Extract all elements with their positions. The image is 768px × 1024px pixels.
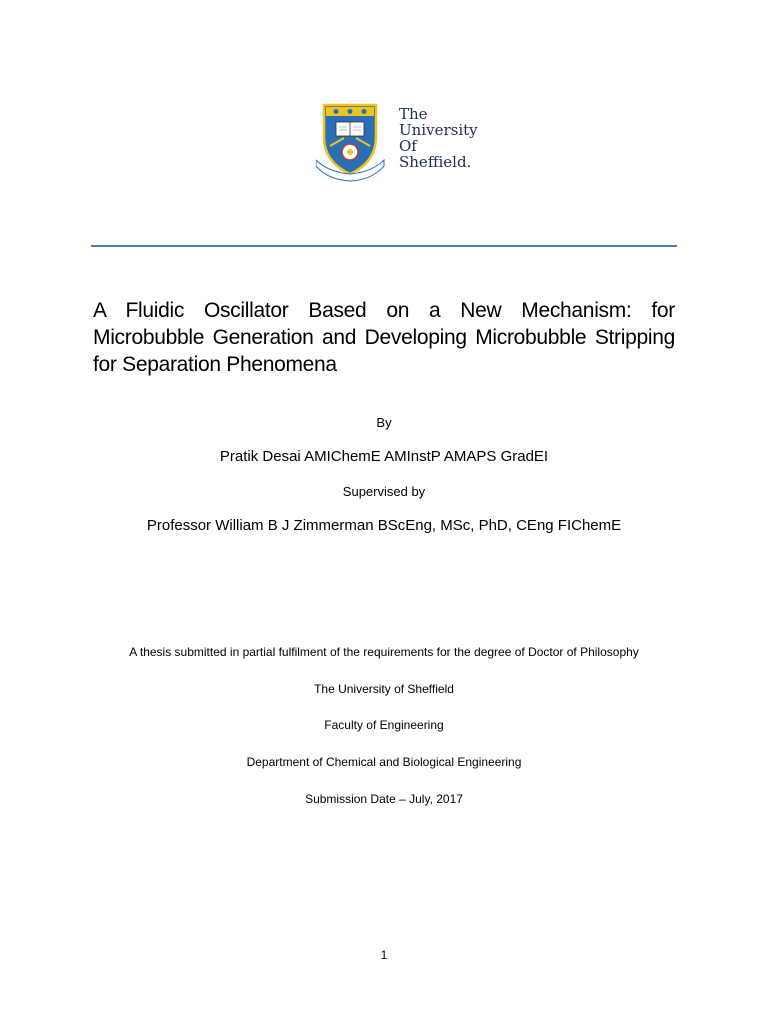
thesis-title: A Fluidic Oscillator Based on a New Mechanism: for Microbubble Generation and Developing Microbubble Stripping for Separation Phenomena [93, 299, 675, 376]
author-name: Pratik Desai AMIChemE AMInstP AMAPS GradEI [219, 448, 549, 465]
university-crest-icon [316, 102, 396, 182]
by-label: By [376, 415, 392, 430]
department-name: Department of Chemical and Biological Engineering [246, 755, 522, 769]
university-name: The University of Sheffield [314, 682, 454, 696]
supervisor-name: Professor William B J Zimmerman BScEng, MSc, PhD, CEng FIChemE [146, 517, 622, 534]
university-logo [316, 102, 486, 182]
supervised-by-label: Supervised by [342, 484, 426, 499]
thesis-statement: A thesis submitted in partial fulfilment of the requirements for the degree of Doctor of Philosophy [129, 645, 639, 659]
logo-line: The [399, 105, 428, 123]
faculty-name: Faculty of Engineering [324, 718, 444, 732]
horizontal-divider [91, 245, 677, 247]
logo-line: University [399, 121, 478, 139]
logo-line: Sheffield. [399, 153, 472, 171]
page-number: 1 [380, 948, 388, 962]
logo-line: Of [399, 137, 417, 155]
submission-date: Submission Date – July, 2017 [305, 792, 463, 806]
university-logo-text [399, 106, 478, 170]
